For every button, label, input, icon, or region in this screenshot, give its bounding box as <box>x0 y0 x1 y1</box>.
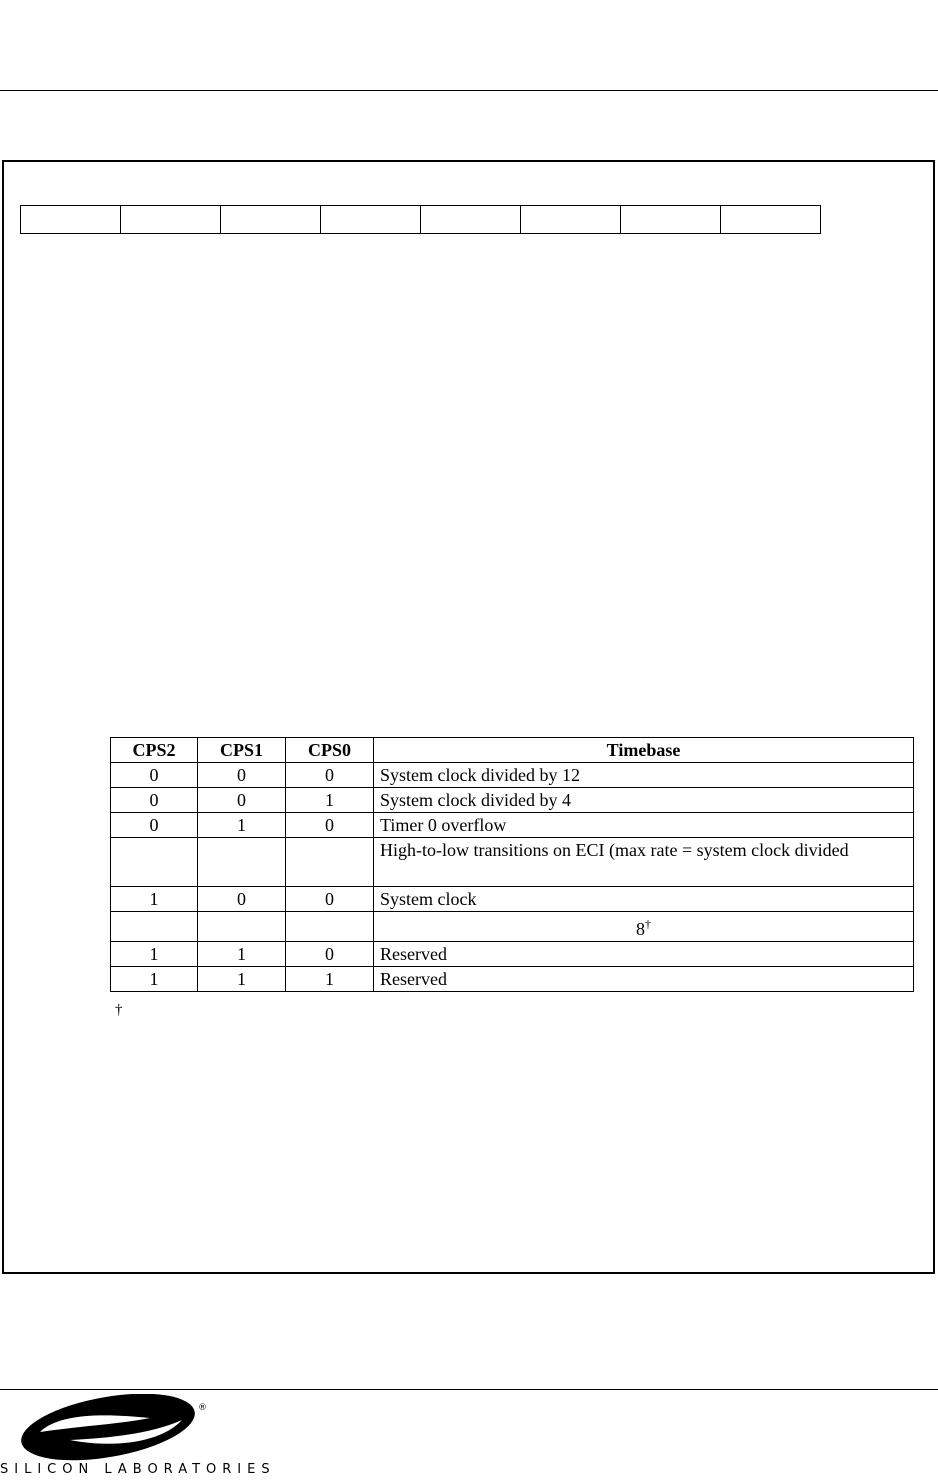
timebase-cell: System clock divided by 12 <box>374 763 914 788</box>
dagger-mark: † <box>645 917 651 931</box>
cps0-cell: 1 <box>286 967 374 992</box>
footnote-mark: † <box>115 1002 123 1018</box>
logo-wordmark: SILICON LABORATORIES <box>0 1462 276 1477</box>
cps1-cell <box>198 838 286 887</box>
column-header-cps1: CPS1 <box>198 738 286 763</box>
table-row <box>111 763 914 788</box>
registered-mark: ® <box>198 1403 207 1413</box>
bit-cell <box>21 206 121 233</box>
table-row <box>111 967 914 992</box>
cps2-cell <box>111 912 198 942</box>
timebase-select-table <box>110 737 914 992</box>
cps1-cell: 1 <box>198 967 286 992</box>
bit-cell <box>621 206 721 233</box>
cps2-cell: 1 <box>111 887 198 912</box>
table-row <box>111 887 914 912</box>
bit-cell <box>421 206 521 233</box>
cps2-cell: 0 <box>111 788 198 813</box>
column-header-timebase: Timebase <box>374 738 914 763</box>
bit-cell <box>721 206 820 233</box>
table-row <box>111 912 914 942</box>
cps1-cell: 0 <box>198 763 286 788</box>
column-header-cps0: CPS0 <box>286 738 374 763</box>
header-rule <box>0 90 938 91</box>
cps2-cell <box>111 838 198 887</box>
table-row <box>111 838 914 887</box>
cps1-cell: 0 <box>198 887 286 912</box>
cps1-cell <box>198 912 286 942</box>
cps2-cell: 1 <box>111 942 198 967</box>
cps2-cell: 0 <box>111 763 198 788</box>
cps1-cell: 1 <box>198 813 286 838</box>
cps1-cell: 0 <box>198 788 286 813</box>
table-row <box>111 942 914 967</box>
table-row <box>111 813 914 838</box>
cps0-cell: 0 <box>286 887 374 912</box>
timebase-cell: System clock divided by 4 <box>374 788 914 813</box>
timebase-cell: Reserved <box>374 967 914 992</box>
cps1-cell: 1 <box>198 942 286 967</box>
cps0-cell: 0 <box>286 813 374 838</box>
cps2-cell: 0 <box>111 813 198 838</box>
footer-rule <box>0 1389 938 1390</box>
timebase-cell <box>374 912 914 942</box>
cps2-cell: 1 <box>111 967 198 992</box>
timebase-cell: Timer 0 overflow <box>374 813 914 838</box>
register-bit-row <box>20 205 821 234</box>
cps0-cell: 1 <box>286 788 374 813</box>
cps0-cell <box>286 838 374 887</box>
cps0-cell <box>286 912 374 942</box>
column-header-cps2: CPS2 <box>111 738 198 763</box>
timebase-value: 8 <box>636 919 645 939</box>
table-row <box>111 788 914 813</box>
cps0-cell: 0 <box>286 942 374 967</box>
register-definition-box <box>2 160 935 1274</box>
bit-cell <box>221 206 321 233</box>
bit-cell <box>321 206 421 233</box>
cps0-cell: 0 <box>286 763 374 788</box>
timebase-cell: Reserved <box>374 942 914 967</box>
bit-cell <box>521 206 621 233</box>
bit-cell <box>121 206 221 233</box>
timebase-cell: High-to-low transitions on ECI (max rate = system clock divided <box>374 838 914 887</box>
timebase-cell: System clock <box>374 887 914 912</box>
table-header-row <box>111 738 914 763</box>
